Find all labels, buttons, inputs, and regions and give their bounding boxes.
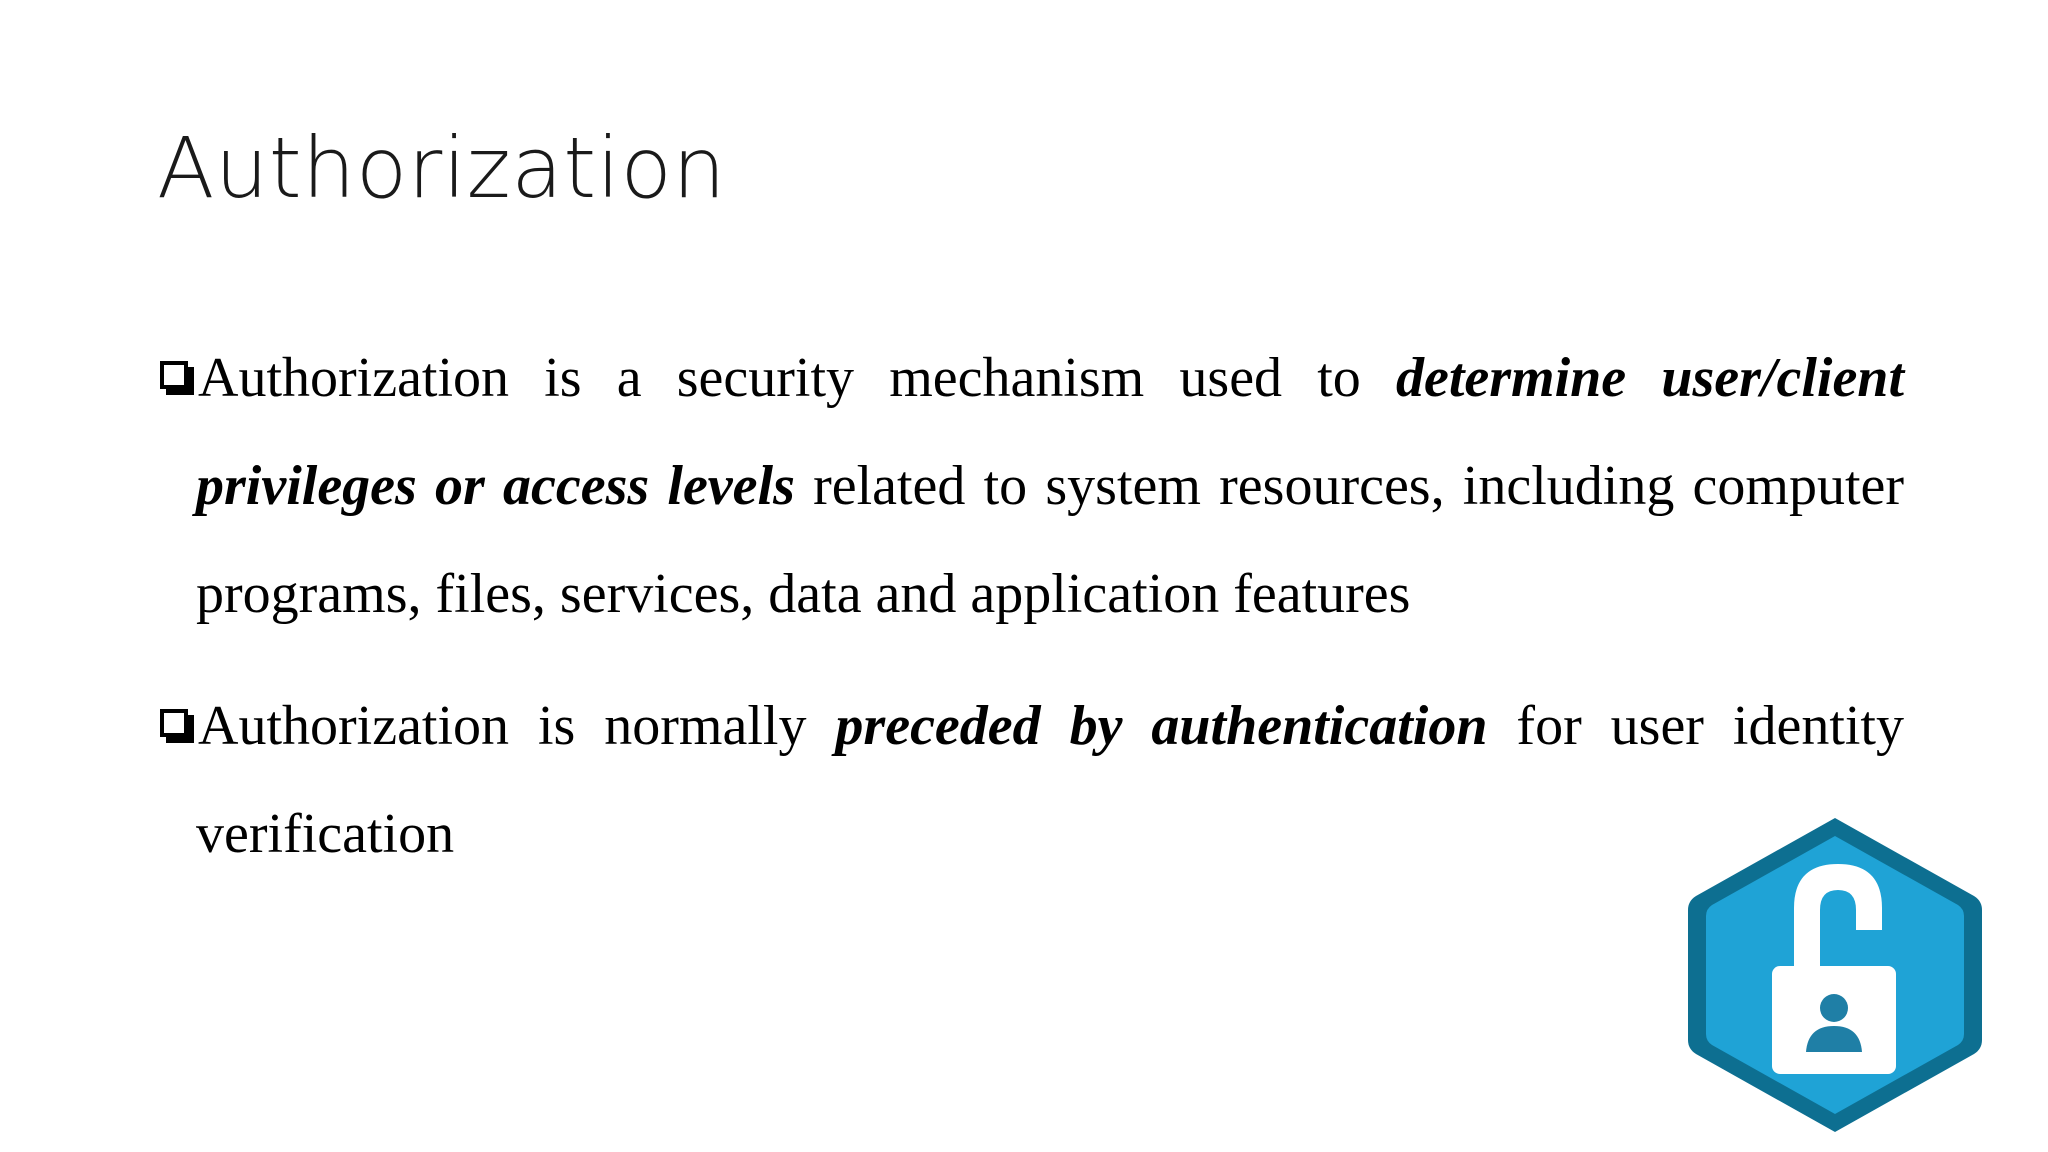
bullet-point (160, 672, 1904, 888)
bullet-text: Authorization is a security mechanism used to (198, 347, 1396, 409)
bullet-text: related to system resources, including computer programs, files, services, data and application features (196, 455, 1905, 625)
bullet-text: Authorization is normally (198, 695, 836, 757)
hollow-square-bullet-icon (160, 361, 196, 397)
bullet-text: for user identity verification (196, 695, 1904, 865)
bullet-point (160, 324, 1904, 648)
bullet-emphasis: preceded by authentication (835, 695, 1488, 757)
user-head-shape (1820, 994, 1848, 1022)
hollow-square-bullet-icon (160, 709, 196, 745)
padlock-user-icon (1686, 812, 1984, 1138)
slide-title: Authorization (157, 119, 727, 217)
bullet-emphasis: determine user/client privileges or access levels (196, 347, 1904, 517)
